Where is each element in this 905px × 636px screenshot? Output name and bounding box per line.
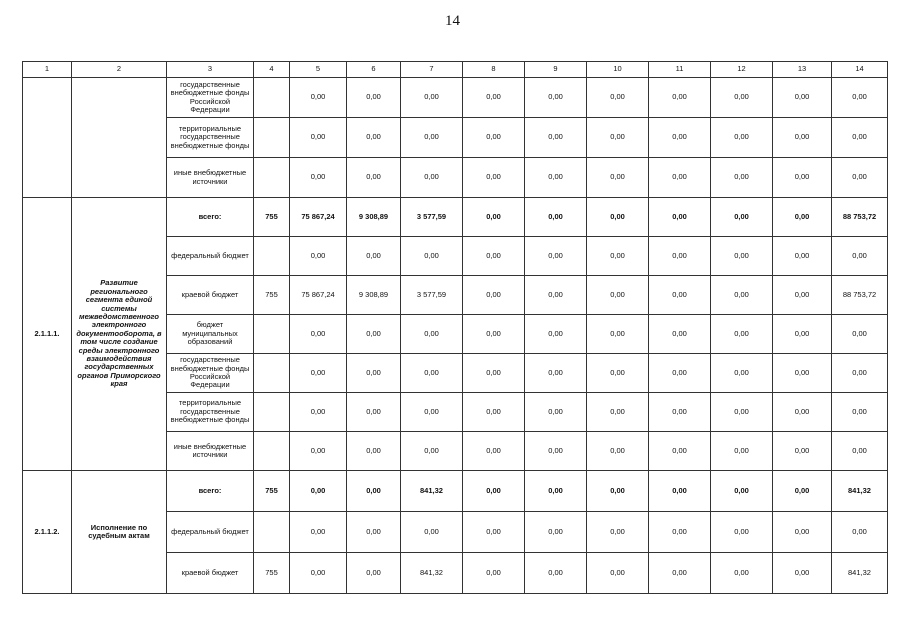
amount-cell: 0,00 <box>649 393 711 432</box>
amount-cell: 0,00 <box>525 393 587 432</box>
amount-cell: 75 867,24 <box>290 276 347 315</box>
column-header: 9 <box>525 62 587 78</box>
amount-cell: 0,00 <box>587 198 649 237</box>
amount-cell: 0,00 <box>290 118 347 158</box>
amount-cell: 0,00 <box>290 553 347 594</box>
amount-cell: 0,00 <box>401 393 463 432</box>
amount-cell: 0,00 <box>401 512 463 553</box>
amount-cell: 0,00 <box>773 198 832 237</box>
table-row <box>23 78 888 118</box>
item-number: 2.1.1.2. <box>23 471 72 594</box>
column-header: 4 <box>254 62 290 78</box>
amount-cell: 0,00 <box>711 118 773 158</box>
column-header: 11 <box>649 62 711 78</box>
amount-cell: 0,00 <box>290 432 347 471</box>
amount-cell: 0,00 <box>290 471 347 512</box>
amount-cell: 0,00 <box>832 158 888 198</box>
amount-cell: 0,00 <box>773 432 832 471</box>
amount-cell: 0,00 <box>711 158 773 198</box>
amount-cell: 841,32 <box>401 553 463 594</box>
amount-cell: 0,00 <box>832 237 888 276</box>
amount-cell: 0,00 <box>773 471 832 512</box>
item-name: Развитие регионального сегмента единой системы межведомственного электронного документооборота, в том числе создание среды электронного взаимодействия государственных органов Приморского края <box>72 198 167 471</box>
amount-cell: 0,00 <box>525 432 587 471</box>
page-number: 14 <box>445 13 460 29</box>
item-number-cell <box>23 78 72 198</box>
amount-cell: 0,00 <box>463 512 525 553</box>
amount-cell: 0,00 <box>773 118 832 158</box>
amount-cell: 0,00 <box>525 315 587 354</box>
amount-cell: 0,00 <box>347 471 401 512</box>
amount-cell: 0,00 <box>401 78 463 118</box>
column-header: 12 <box>711 62 773 78</box>
amount-cell: 0,00 <box>587 276 649 315</box>
amount-cell: 0,00 <box>525 237 587 276</box>
funding-source-label: государственные внебюджетные фонды Российской Федерации <box>167 354 254 393</box>
amount-cell: 0,00 <box>401 432 463 471</box>
amount-cell: 0,00 <box>463 471 525 512</box>
amount-cell: 0,00 <box>587 553 649 594</box>
amount-cell: 0,00 <box>290 354 347 393</box>
amount-cell: 0,00 <box>711 237 773 276</box>
column-header: 10 <box>587 62 649 78</box>
amount-cell: 0,00 <box>463 276 525 315</box>
amount-cell: 0,00 <box>832 78 888 118</box>
amount-cell: 0,00 <box>587 393 649 432</box>
amount-cell: 0,00 <box>463 354 525 393</box>
amount-cell: 0,00 <box>347 78 401 118</box>
amount-cell: 0,00 <box>525 78 587 118</box>
amount-cell: 841,32 <box>401 471 463 512</box>
amount-cell: 0,00 <box>832 315 888 354</box>
funding-source-label: территориальные государственные внебюджетные фонды <box>167 118 254 158</box>
budget-code <box>254 432 290 471</box>
amount-cell: 0,00 <box>463 198 525 237</box>
budget-code <box>254 118 290 158</box>
amount-cell: 0,00 <box>463 158 525 198</box>
amount-cell: 0,00 <box>587 158 649 198</box>
amount-cell: 0,00 <box>347 553 401 594</box>
column-header: 13 <box>773 62 832 78</box>
amount-cell: 0,00 <box>463 432 525 471</box>
budget-code <box>254 393 290 432</box>
amount-cell: 0,00 <box>711 512 773 553</box>
amount-cell: 0,00 <box>347 237 401 276</box>
amount-cell: 88 753,72 <box>832 198 888 237</box>
amount-cell: 0,00 <box>587 118 649 158</box>
amount-cell: 0,00 <box>401 315 463 354</box>
amount-cell: 0,00 <box>649 512 711 553</box>
amount-cell: 0,00 <box>711 393 773 432</box>
amount-cell: 0,00 <box>463 315 525 354</box>
amount-cell: 0,00 <box>649 158 711 198</box>
amount-cell: 3 577,59 <box>401 198 463 237</box>
amount-cell: 0,00 <box>773 512 832 553</box>
funding-source-label: бюджет муниципальных образований <box>167 315 254 354</box>
table-row <box>23 471 888 512</box>
amount-cell: 0,00 <box>347 354 401 393</box>
amount-cell: 0,00 <box>525 471 587 512</box>
amount-cell: 0,00 <box>525 276 587 315</box>
amount-cell: 0,00 <box>773 78 832 118</box>
amount-cell: 0,00 <box>463 237 525 276</box>
amount-cell: 0,00 <box>587 512 649 553</box>
column-header: 3 <box>167 62 254 78</box>
amount-cell: 0,00 <box>401 354 463 393</box>
funding-source-label: всего: <box>167 471 254 512</box>
amount-cell: 0,00 <box>290 78 347 118</box>
amount-cell: 0,00 <box>711 198 773 237</box>
column-header: 6 <box>347 62 401 78</box>
item-number: 2.1.1.1. <box>23 198 72 471</box>
amount-cell: 0,00 <box>587 315 649 354</box>
amount-cell: 0,00 <box>773 276 832 315</box>
amount-cell: 0,00 <box>649 553 711 594</box>
funding-source-label: краевой бюджет <box>167 553 254 594</box>
funding-source-label: федеральный бюджет <box>167 512 254 553</box>
header-row <box>23 62 888 78</box>
amount-cell: 0,00 <box>463 118 525 158</box>
budget-code <box>254 158 290 198</box>
amount-cell: 88 753,72 <box>832 276 888 315</box>
funding-source-label: краевой бюджет <box>167 276 254 315</box>
budget-code <box>254 78 290 118</box>
amount-cell: 0,00 <box>773 158 832 198</box>
budget-code <box>254 354 290 393</box>
amount-cell: 0,00 <box>711 553 773 594</box>
amount-cell: 0,00 <box>463 393 525 432</box>
column-header: 14 <box>832 62 888 78</box>
amount-cell: 0,00 <box>587 78 649 118</box>
funding-source-label: федеральный бюджет <box>167 237 254 276</box>
amount-cell: 0,00 <box>773 553 832 594</box>
column-header: 1 <box>23 62 72 78</box>
table-row <box>23 198 888 237</box>
amount-cell: 0,00 <box>711 276 773 315</box>
amount-cell: 75 867,24 <box>290 198 347 237</box>
amount-cell: 0,00 <box>649 198 711 237</box>
amount-cell: 0,00 <box>290 512 347 553</box>
amount-cell: 9 308,89 <box>347 276 401 315</box>
amount-cell: 0,00 <box>587 354 649 393</box>
amount-cell: 0,00 <box>773 237 832 276</box>
amount-cell: 0,00 <box>290 237 347 276</box>
amount-cell: 0,00 <box>773 315 832 354</box>
amount-cell: 0,00 <box>587 471 649 512</box>
item-name: Исполнение по судебным актам <box>72 471 167 594</box>
amount-cell: 0,00 <box>347 432 401 471</box>
amount-cell: 0,00 <box>649 237 711 276</box>
budget-table <box>22 61 888 594</box>
funding-source-label: иные внебюджетные источники <box>167 158 254 198</box>
amount-cell: 0,00 <box>347 158 401 198</box>
amount-cell: 0,00 <box>649 118 711 158</box>
amount-cell: 0,00 <box>290 315 347 354</box>
amount-cell: 0,00 <box>649 471 711 512</box>
amount-cell: 0,00 <box>525 198 587 237</box>
amount-cell: 0,00 <box>649 315 711 354</box>
amount-cell: 841,32 <box>832 471 888 512</box>
amount-cell: 0,00 <box>525 118 587 158</box>
amount-cell: 0,00 <box>401 118 463 158</box>
amount-cell: 0,00 <box>347 512 401 553</box>
amount-cell: 0,00 <box>525 354 587 393</box>
amount-cell: 0,00 <box>401 158 463 198</box>
amount-cell: 0,00 <box>290 158 347 198</box>
budget-code: 755 <box>254 471 290 512</box>
budget-code: 755 <box>254 553 290 594</box>
amount-cell: 0,00 <box>290 393 347 432</box>
table-body <box>23 62 888 594</box>
budget-code <box>254 512 290 553</box>
amount-cell: 0,00 <box>463 553 525 594</box>
amount-cell: 0,00 <box>587 432 649 471</box>
amount-cell: 0,00 <box>649 78 711 118</box>
amount-cell: 0,00 <box>649 432 711 471</box>
amount-cell: 0,00 <box>773 393 832 432</box>
amount-cell: 0,00 <box>773 354 832 393</box>
column-header: 2 <box>72 62 167 78</box>
amount-cell: 0,00 <box>832 118 888 158</box>
column-header: 5 <box>290 62 347 78</box>
amount-cell: 0,00 <box>347 315 401 354</box>
amount-cell: 0,00 <box>832 432 888 471</box>
funding-source-label: всего: <box>167 198 254 237</box>
item-name-cell <box>72 78 167 198</box>
amount-cell: 0,00 <box>401 237 463 276</box>
amount-cell: 0,00 <box>463 78 525 118</box>
amount-cell: 0,00 <box>587 237 649 276</box>
budget-code <box>254 315 290 354</box>
amount-cell: 0,00 <box>347 393 401 432</box>
amount-cell: 0,00 <box>832 512 888 553</box>
amount-cell: 0,00 <box>711 78 773 118</box>
column-header: 7 <box>401 62 463 78</box>
amount-cell: 841,32 <box>832 553 888 594</box>
amount-cell: 0,00 <box>649 276 711 315</box>
amount-cell: 0,00 <box>649 354 711 393</box>
budget-code: 755 <box>254 276 290 315</box>
amount-cell: 0,00 <box>711 432 773 471</box>
amount-cell: 0,00 <box>711 315 773 354</box>
amount-cell: 0,00 <box>711 471 773 512</box>
budget-code: 755 <box>254 198 290 237</box>
amount-cell: 0,00 <box>525 553 587 594</box>
amount-cell: 0,00 <box>525 158 587 198</box>
funding-source-label: государственные внебюджетные фонды Российской Федерации <box>167 78 254 118</box>
budget-code <box>254 237 290 276</box>
funding-source-label: территориальные государственные внебюджетные фонды <box>167 393 254 432</box>
funding-source-label: иные внебюджетные источники <box>167 432 254 471</box>
column-header: 8 <box>463 62 525 78</box>
amount-cell: 0,00 <box>525 512 587 553</box>
amount-cell: 0,00 <box>711 354 773 393</box>
amount-cell: 0,00 <box>347 118 401 158</box>
amount-cell: 3 577,59 <box>401 276 463 315</box>
amount-cell: 0,00 <box>832 393 888 432</box>
amount-cell: 9 308,89 <box>347 198 401 237</box>
amount-cell: 0,00 <box>832 354 888 393</box>
